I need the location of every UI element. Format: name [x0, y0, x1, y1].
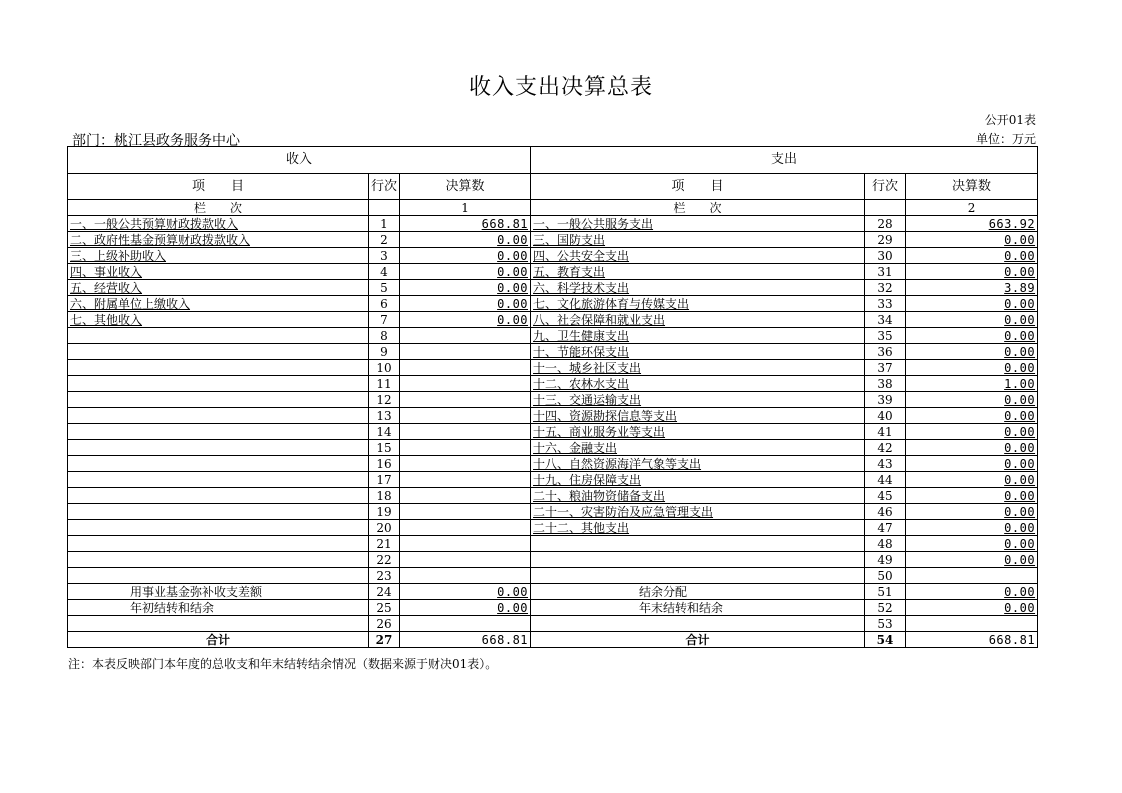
expense-item-name: 六、科学技术支出 [531, 280, 865, 296]
income-amount: 0.00 [400, 280, 531, 296]
income-item-name [68, 616, 369, 632]
section-header-row [68, 147, 1038, 174]
expense-total-row-no: 54 [865, 632, 906, 648]
income-row-no: 14 [369, 424, 400, 440]
income-amount [400, 472, 531, 488]
expense-row-no: 42 [865, 440, 906, 456]
expense-item-name: 二十、粮油物资储备支出 [531, 488, 865, 504]
expense-amount: 0.00 [906, 600, 1038, 616]
footnote: 注：本表反映部门本年度的总收支和年末结转结余情况（数据来源于财决01表）。 [68, 657, 498, 671]
table-row [68, 568, 1038, 584]
income-amount [400, 440, 531, 456]
income-amount [400, 616, 531, 632]
income-item-name [68, 456, 369, 472]
income-row-no: 3 [369, 248, 400, 264]
column-header-row [68, 174, 1038, 200]
income-row-no: 11 [369, 376, 400, 392]
expense-row-no: 46 [865, 504, 906, 520]
table-row [68, 552, 1038, 568]
expense-item-name: 十一、城乡社区支出 [531, 360, 865, 376]
income-row-no: 6 [369, 296, 400, 312]
expense-row-no: 29 [865, 232, 906, 248]
expense-item-name: 七、文化旅游体育与传媒支出 [531, 296, 865, 312]
expense-amount: 0.00 [906, 328, 1038, 344]
table-row [68, 424, 1038, 440]
expense-row-no: 50 [865, 568, 906, 584]
expense-row-no: 39 [865, 392, 906, 408]
income-amount: 0.00 [400, 248, 531, 264]
income-column-label: 栏 次 [68, 200, 369, 216]
expense-row-no: 53 [865, 616, 906, 632]
expense-item-name: 十六、金融支出 [531, 440, 865, 456]
expense-amount [906, 568, 1038, 584]
income-amount: 0.00 [400, 264, 531, 280]
income-item-name [68, 392, 369, 408]
expense-item-name [531, 616, 865, 632]
expense-amount: 0.00 [906, 424, 1038, 440]
income-amount [400, 376, 531, 392]
income-amount [400, 408, 531, 424]
table-row [68, 456, 1038, 472]
expense-amount: 1.00 [906, 376, 1038, 392]
expense-row-no: 28 [865, 216, 906, 232]
table-row [68, 504, 1038, 520]
income-item-name [68, 568, 369, 584]
income-item-name [68, 488, 369, 504]
income-amount [400, 536, 531, 552]
income-item-name: 七、其他收入 [68, 312, 369, 328]
budget-summary-table [67, 146, 1038, 648]
income-row-no: 17 [369, 472, 400, 488]
expense-item-name: 十八、自然资源海洋气象等支出 [531, 456, 865, 472]
table-row [68, 264, 1038, 280]
income-item-name [68, 376, 369, 392]
income-total-label: 合计 [68, 632, 369, 648]
income-total-amount: 668.81 [400, 632, 531, 648]
expense-row-no-header: 行次 [865, 174, 906, 200]
income-item-name: 年初结转和结余 [68, 600, 369, 616]
expense-item-name: 九、卫生健康支出 [531, 328, 865, 344]
table-row [68, 216, 1038, 232]
income-item-name [68, 520, 369, 536]
expense-row-no: 52 [865, 600, 906, 616]
income-item-name: 一、一般公共预算财政拨款收入 [68, 216, 369, 232]
expense-row-no: 41 [865, 424, 906, 440]
table-row [68, 408, 1038, 424]
expense-row-no: 44 [865, 472, 906, 488]
expense-amount: 0.00 [906, 552, 1038, 568]
expense-row-no: 32 [865, 280, 906, 296]
income-row-no: 2 [369, 232, 400, 248]
expense-row-no: 34 [865, 312, 906, 328]
income-item-name: 六、附属单位上缴收入 [68, 296, 369, 312]
expense-amount: 0.00 [906, 312, 1038, 328]
expense-amount: 0.00 [906, 456, 1038, 472]
income-row-no: 15 [369, 440, 400, 456]
income-amount: 0.00 [400, 312, 531, 328]
expense-amount: 0.00 [906, 440, 1038, 456]
income-row-no: 25 [369, 600, 400, 616]
income-amount [400, 344, 531, 360]
table-row [68, 248, 1038, 264]
expense-amount: 0.00 [906, 264, 1038, 280]
expense-amount: 0.00 [906, 408, 1038, 424]
income-item-name [68, 440, 369, 456]
expense-amount: 0.00 [906, 232, 1038, 248]
unit-label: 单位：万元 [975, 132, 1036, 146]
expense-item-name: 十九、住房保障支出 [531, 472, 865, 488]
column-number-row [68, 200, 1038, 216]
income-item-header: 项 目 [68, 174, 369, 200]
table-row [68, 360, 1038, 376]
income-item-name: 二、政府性基金预算财政拨款收入 [68, 232, 369, 248]
income-row-no: 4 [369, 264, 400, 280]
expense-total-amount: 668.81 [906, 632, 1038, 648]
income-row-no: 10 [369, 360, 400, 376]
expense-amount: 0.00 [906, 248, 1038, 264]
income-amount [400, 328, 531, 344]
income-item-name [68, 408, 369, 424]
income-amount: 0.00 [400, 296, 531, 312]
expense-item-name: 四、公共安全支出 [531, 248, 865, 264]
income-item-name [68, 504, 369, 520]
expense-item-name: 年末结转和结余 [531, 600, 865, 616]
expense-row-no: 48 [865, 536, 906, 552]
income-amount: 668.81 [400, 216, 531, 232]
expense-item-name: 十二、农林水支出 [531, 376, 865, 392]
empty-cell [865, 200, 906, 216]
income-amount: 0.00 [400, 600, 531, 616]
table-row [68, 536, 1038, 552]
income-amount [400, 424, 531, 440]
table-row [68, 520, 1038, 536]
expense-amount: 0.00 [906, 392, 1038, 408]
income-item-name: 四、事业收入 [68, 264, 369, 280]
table-row [68, 328, 1038, 344]
expense-amount: 0.00 [906, 504, 1038, 520]
income-row-no: 26 [369, 616, 400, 632]
income-amount [400, 392, 531, 408]
income-row-no: 12 [369, 392, 400, 408]
expense-amount: 0.00 [906, 584, 1038, 600]
expense-item-name: 十三、交通运输支出 [531, 392, 865, 408]
income-item-name [68, 552, 369, 568]
income-row-no: 5 [369, 280, 400, 296]
expense-row-no: 40 [865, 408, 906, 424]
expense-item-name: 十五、商业服务业等支出 [531, 424, 865, 440]
income-row-no: 18 [369, 488, 400, 504]
income-item-name [68, 344, 369, 360]
income-row-no: 19 [369, 504, 400, 520]
expense-column-label: 栏 次 [531, 200, 865, 216]
table-row [68, 376, 1038, 392]
expense-row-no: 31 [865, 264, 906, 280]
income-header: 收入 [68, 147, 531, 174]
expense-item-header: 项 目 [531, 174, 865, 200]
expense-row-no: 45 [865, 488, 906, 504]
income-amount [400, 360, 531, 376]
expense-row-no: 38 [865, 376, 906, 392]
expense-item-name: 十、节能环保支出 [531, 344, 865, 360]
income-amount [400, 488, 531, 504]
department-label: 部门：桃江县政务服务中心 [72, 133, 240, 149]
expense-row-no: 49 [865, 552, 906, 568]
expense-amount: 663.92 [906, 216, 1038, 232]
table-row [68, 472, 1038, 488]
income-item-name: 用事业基金弥补收支差额 [68, 584, 369, 600]
expense-row-no: 30 [865, 248, 906, 264]
income-amount [400, 520, 531, 536]
expense-item-name [531, 552, 865, 568]
expense-amount: 3.89 [906, 280, 1038, 296]
income-item-name: 五、经营收入 [68, 280, 369, 296]
income-amount [400, 552, 531, 568]
income-amount [400, 456, 531, 472]
income-amount [400, 568, 531, 584]
expense-item-name: 三、国防支出 [531, 232, 865, 248]
income-item-name [68, 360, 369, 376]
empty-cell [369, 200, 400, 216]
income-row-no-header: 行次 [369, 174, 400, 200]
income-row-no: 23 [369, 568, 400, 584]
table-row [68, 600, 1038, 616]
income-row-no: 21 [369, 536, 400, 552]
income-amount [400, 504, 531, 520]
income-row-no: 9 [369, 344, 400, 360]
income-row-no: 22 [369, 552, 400, 568]
expense-amount: 0.00 [906, 296, 1038, 312]
table-row [68, 312, 1038, 328]
income-amount: 0.00 [400, 584, 531, 600]
income-item-name [68, 424, 369, 440]
income-row-no: 24 [369, 584, 400, 600]
expense-row-no: 35 [865, 328, 906, 344]
expense-column-number: 2 [906, 200, 1038, 216]
income-item-name [68, 536, 369, 552]
expense-item-name: 结余分配 [531, 584, 865, 600]
table-row [68, 584, 1038, 600]
expense-item-name: 五、教育支出 [531, 264, 865, 280]
expense-amount: 0.00 [906, 472, 1038, 488]
expense-row-no: 37 [865, 360, 906, 376]
expense-amount: 0.00 [906, 536, 1038, 552]
page-title: 收入支出决算总表 [468, 75, 653, 100]
income-total-row-no: 27 [369, 632, 400, 648]
table-row [68, 232, 1038, 248]
expense-row-no: 36 [865, 344, 906, 360]
expense-header: 支出 [531, 147, 1038, 174]
expense-amount-header: 决算数 [906, 174, 1038, 200]
form-code: 公开01表 [984, 113, 1036, 127]
expense-item-name: 八、社会保障和就业支出 [531, 312, 865, 328]
expense-amount: 0.00 [906, 344, 1038, 360]
table-row [68, 280, 1038, 296]
expense-row-no: 47 [865, 520, 906, 536]
expense-item-name [531, 568, 865, 584]
income-item-name [68, 328, 369, 344]
income-row-no: 1 [369, 216, 400, 232]
expense-item-name: 一、一般公共服务支出 [531, 216, 865, 232]
income-column-number: 1 [400, 200, 531, 216]
table-row [68, 392, 1038, 408]
table-row [68, 488, 1038, 504]
expense-amount [906, 616, 1038, 632]
expense-item-name: 二十二、其他支出 [531, 520, 865, 536]
expense-total-label: 合计 [531, 632, 865, 648]
income-row-no: 7 [369, 312, 400, 328]
income-row-no: 20 [369, 520, 400, 536]
table-row [68, 616, 1038, 632]
expense-amount: 0.00 [906, 360, 1038, 376]
income-row-no: 13 [369, 408, 400, 424]
expense-amount: 0.00 [906, 488, 1038, 504]
expense-amount: 0.00 [906, 520, 1038, 536]
expense-row-no: 33 [865, 296, 906, 312]
expense-item-name [531, 536, 865, 552]
income-row-no: 16 [369, 456, 400, 472]
total-row [68, 632, 1038, 648]
income-item-name [68, 472, 369, 488]
expense-item-name: 十四、资源勘探信息等支出 [531, 408, 865, 424]
expense-row-no: 51 [865, 584, 906, 600]
income-amount: 0.00 [400, 232, 531, 248]
expense-item-name: 二十一、灾害防治及应急管理支出 [531, 504, 865, 520]
income-amount-header: 决算数 [400, 174, 531, 200]
table-row [68, 440, 1038, 456]
income-item-name: 三、上级补助收入 [68, 248, 369, 264]
table-row [68, 344, 1038, 360]
table-row [68, 296, 1038, 312]
income-row-no: 8 [369, 328, 400, 344]
expense-row-no: 43 [865, 456, 906, 472]
